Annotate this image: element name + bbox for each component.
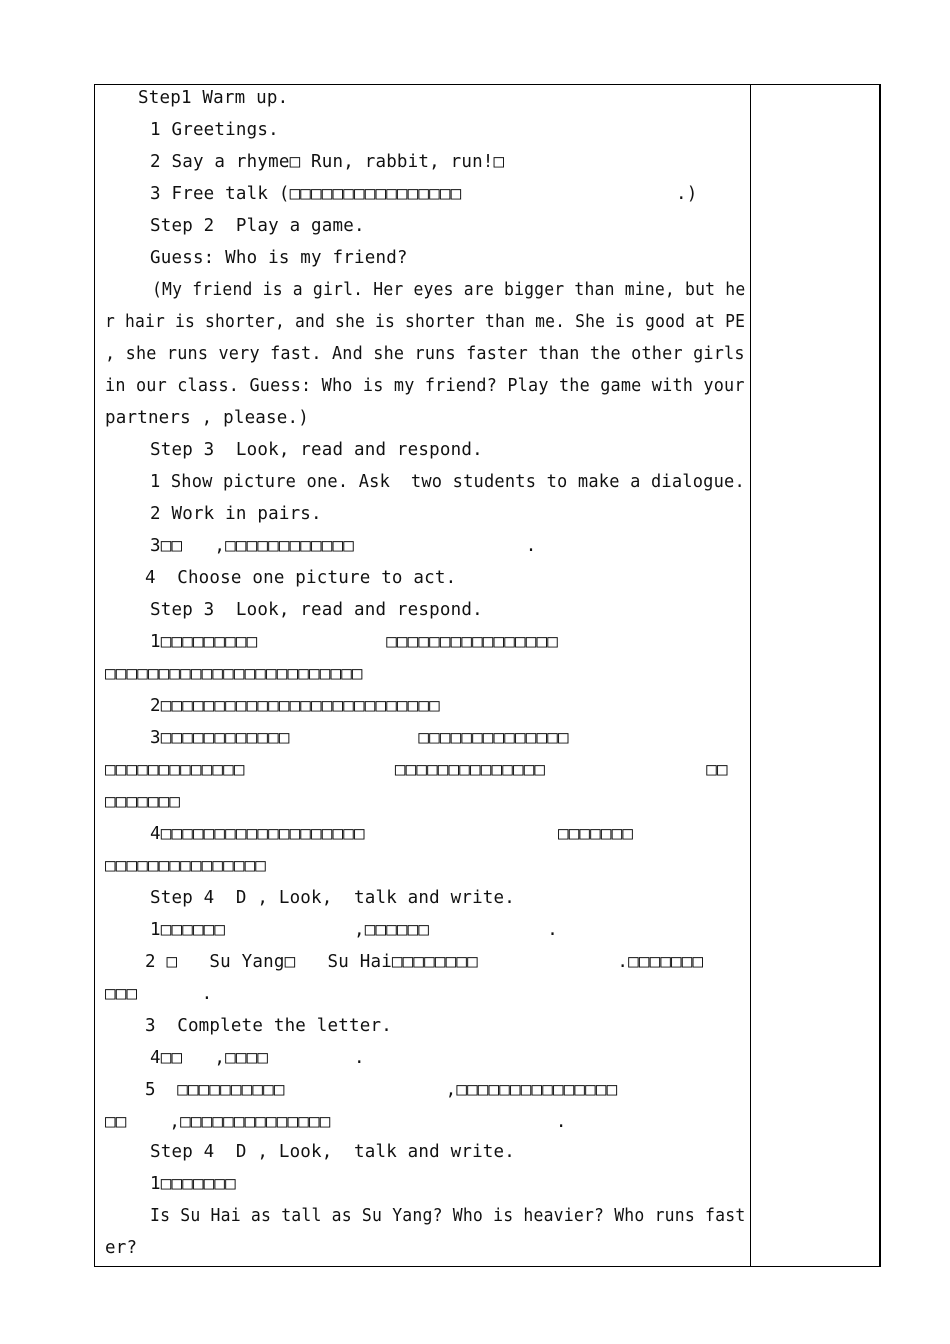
text-line: □□□□□□□ xyxy=(105,792,181,812)
text-line: □□□□□□□□□□□□□ □□□□□□□□□□□□□□ □□ xyxy=(105,760,728,780)
text-line: 1□□□□□□□□□ □□□□□□□□□□□□□□□□ xyxy=(150,632,558,652)
text-line: 3□□ ,□□□□□□□□□□□□ . xyxy=(150,536,537,556)
text-line: 1□□□□□□ ,□□□□□□ . xyxy=(150,920,558,940)
text-line: 4□□□□□□□□□□□□□□□□□□□ □□□□□□□ xyxy=(150,824,634,844)
text-line: 3 Complete the letter. xyxy=(145,1016,392,1036)
text-line: 4 Choose one picture to act. xyxy=(145,568,457,588)
text-line: Step 4 D , Look, talk and write. xyxy=(150,888,516,908)
text-line: 2 □ Su Yang□ Su Hai□□□□□□□□ .□□□□□□□ xyxy=(145,952,704,972)
text-line: □□□□□□□□□□□□□□□□□□□□□□□□ xyxy=(105,664,363,684)
text-line: er? xyxy=(105,1238,138,1258)
text-line: 2 Work in pairs. xyxy=(150,504,322,524)
text-line: 3 Free talk (□□□□□□□□□□□□□□□□ .) xyxy=(150,184,698,204)
text-line: in our class. Guess: Who is my friend? Play the game with your xyxy=(105,376,745,396)
text-line: 1 Show picture one. Ask two students to make a dialogue. xyxy=(150,472,745,492)
text-line: r hair is shorter, and she is shorter than me. She is good at PE xyxy=(105,312,746,332)
text-line: Step1 Warm up. xyxy=(138,88,289,108)
text-line: 1□□□□□□□ xyxy=(150,1174,236,1194)
column-divider xyxy=(750,84,751,1267)
text-line: (My friend is a girl. Her eyes are bigger than mine, but he xyxy=(152,280,746,300)
text-line: 3□□□□□□□□□□□□ □□□□□□□□□□□□□□ xyxy=(150,728,569,748)
text-line: 1 Greetings. xyxy=(150,120,279,140)
text-line: 2□□□□□□□□□□□□□□□□□□□□□□□□□□ xyxy=(150,696,440,716)
text-line: Step 3 Look, read and respond. xyxy=(150,600,483,620)
text-line: Is Su Hai as tall as Su Yang? Who is heavier? Who runs fast xyxy=(150,1206,746,1226)
text-line: , she runs very fast. And she runs faster than the other girls xyxy=(105,344,745,364)
text-line: 4□□ ,□□□□ . xyxy=(150,1048,365,1068)
text-line: Step 4 D , Look, talk and write. xyxy=(150,1142,516,1162)
text-line: 5 □□□□□□□□□□ ,□□□□□□□□□□□□□□□ xyxy=(145,1080,618,1100)
text-line: 2 Say a rhyme□ Run, rabbit, run!□ xyxy=(150,152,505,172)
text-line: partners , please.) xyxy=(105,408,309,428)
text-line: Step 2 Play a game. xyxy=(150,216,365,236)
text-line: Guess: Who is my friend? xyxy=(150,248,408,268)
text-line: □□□ . xyxy=(105,984,213,1004)
text-line: □□□□□□□□□□□□□□□ xyxy=(105,856,267,876)
text-line: Step 3 Look, read and respond. xyxy=(150,440,483,460)
text-line: □□ ,□□□□□□□□□□□□□□ . xyxy=(105,1112,567,1132)
